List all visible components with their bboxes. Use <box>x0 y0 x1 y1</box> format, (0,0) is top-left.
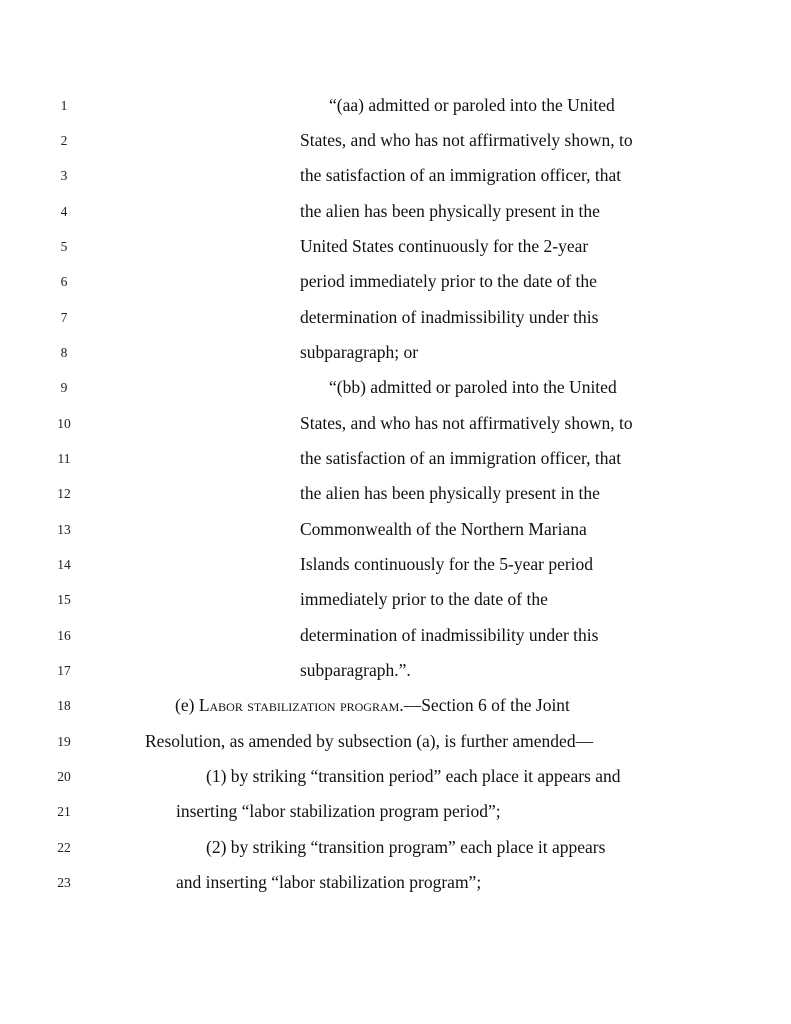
document-line <box>0 759 791 794</box>
line-number: 14 <box>57 557 71 572</box>
document-line <box>0 88 791 123</box>
document-line <box>0 370 791 405</box>
line-number: 4 <box>60 204 68 219</box>
line-text: determination of inadmissibility under this <box>300 307 599 327</box>
document-line <box>0 724 791 759</box>
line-text: United States continuously for the 2-year <box>300 236 589 256</box>
line-number: 6 <box>60 274 68 289</box>
line-text: inserting “labor stabilization program period”; <box>176 801 501 821</box>
document-line <box>0 865 791 900</box>
document-line <box>0 264 791 299</box>
subsection-heading: Labor stabilization program. <box>198 695 404 715</box>
line-text: (2) by striking “transition program” each place it appears <box>206 837 606 857</box>
document-line <box>0 441 791 476</box>
line-number: 13 <box>57 522 71 537</box>
line-text: the alien has been physically present in the <box>300 201 600 221</box>
document-line <box>0 229 791 264</box>
line-number: 11 <box>57 451 71 466</box>
line-number: 9 <box>60 380 68 395</box>
document-line <box>0 300 791 335</box>
document-line <box>0 830 791 865</box>
line-number: 1 <box>60 98 68 113</box>
document-line <box>0 618 791 653</box>
document-line <box>0 194 791 229</box>
line-number: 12 <box>57 486 71 501</box>
line-number: 18 <box>57 698 71 713</box>
line-text: the satisfaction of an immigration officer, that <box>300 448 622 468</box>
line-text: determination of inadmissibility under this <box>300 625 599 645</box>
line-number: 17 <box>57 663 71 678</box>
line-text: Islands continuously for the 5-year period <box>300 554 594 574</box>
line-number: 20 <box>57 769 71 784</box>
line-number: 23 <box>57 875 71 890</box>
line-text: Resolution, as amended by subsection (a), is further amended— <box>145 731 594 751</box>
subsection-prefix: (e) <box>175 695 199 715</box>
line-number: 21 <box>57 804 71 819</box>
document-line <box>0 476 791 511</box>
line-number: 22 <box>57 840 71 855</box>
line-text: immediately prior to the date of the <box>300 589 548 609</box>
line-number: 2 <box>60 133 68 148</box>
line-text: period immediately prior to the date of the <box>300 271 597 291</box>
line-number: 7 <box>60 310 68 325</box>
document-line <box>0 158 791 193</box>
line-text: States, and who has not affirmatively shown, to <box>300 130 633 150</box>
line-text: subparagraph.”. <box>300 660 411 680</box>
document-line <box>0 335 791 370</box>
line-number: 5 <box>60 239 68 254</box>
line-text <box>175 688 570 723</box>
line-number: 10 <box>57 416 71 431</box>
document-line <box>0 653 791 688</box>
document-line <box>0 794 791 829</box>
document-line <box>0 688 791 723</box>
document-line <box>0 406 791 441</box>
line-text: the satisfaction of an immigration officer, that <box>300 165 622 185</box>
line-text: Commonwealth of the Northern Mariana <box>300 519 587 539</box>
line-number: 19 <box>57 734 71 749</box>
line-text: subparagraph; or <box>300 342 419 362</box>
line-text: (1) by striking “transition period” each place it appears and <box>206 766 621 786</box>
line-number: 8 <box>60 345 68 360</box>
line-number: 16 <box>57 628 71 643</box>
document-line <box>0 582 791 617</box>
line-text: the alien has been physically present in the <box>300 483 600 503</box>
line-text: “(bb) admitted or paroled into the United <box>329 377 617 397</box>
line-number: 3 <box>60 168 68 183</box>
document-line <box>0 512 791 547</box>
subsection-text: —Section 6 of the Joint <box>403 695 570 715</box>
line-number: 15 <box>57 592 71 607</box>
document-line <box>0 547 791 582</box>
line-text: “(aa) admitted or paroled into the United <box>329 95 615 115</box>
document-line <box>0 123 791 158</box>
line-text: States, and who has not affirmatively shown, to <box>300 413 633 433</box>
line-text: and inserting “labor stabilization program”; <box>176 872 482 892</box>
